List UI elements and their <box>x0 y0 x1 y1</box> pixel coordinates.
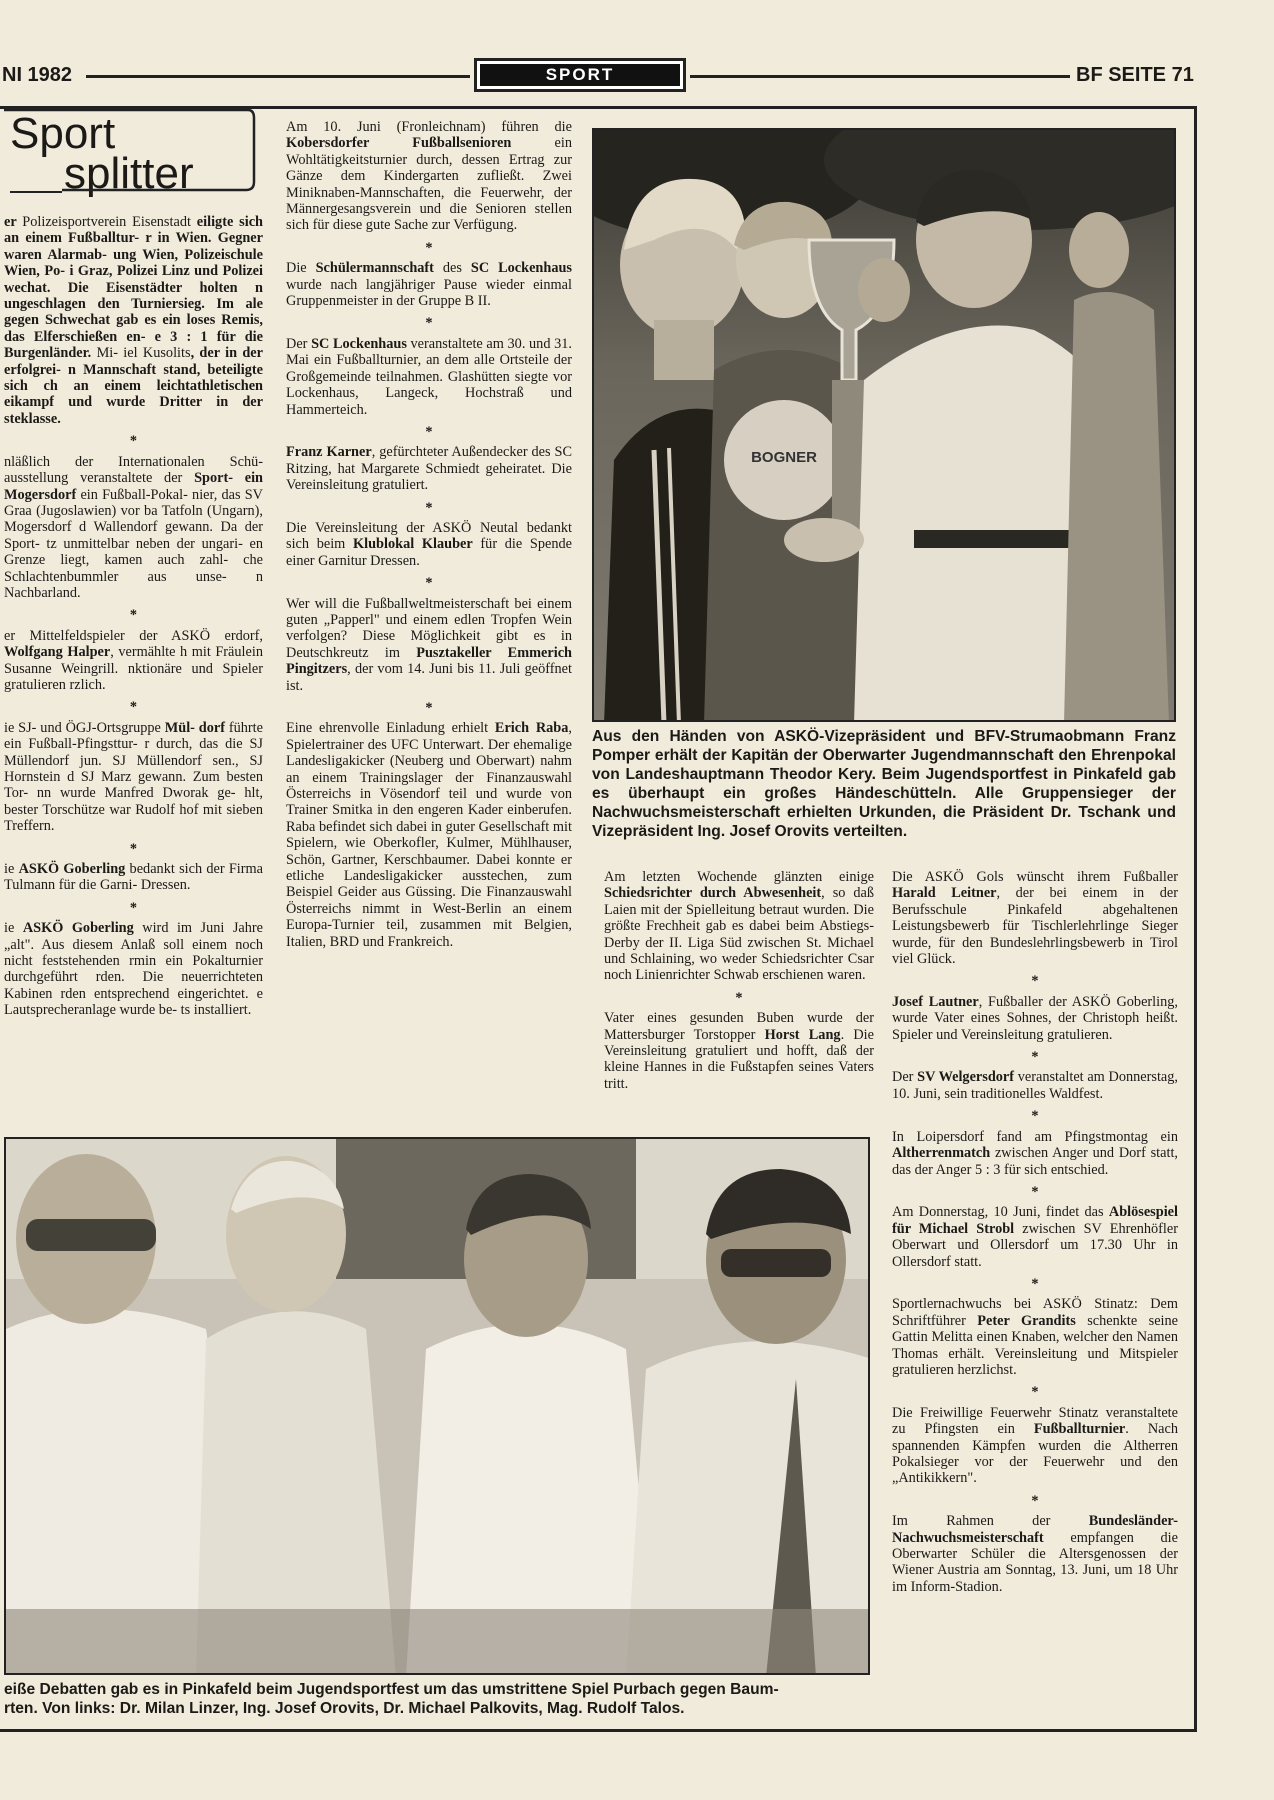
separator-star: * <box>1031 1492 1039 1509</box>
news-item-highlight: Ablösespiel für Michael Strobl <box>892 1204 1178 1237</box>
news-item-text: des <box>433 260 471 277</box>
news-item-text: Am letzten Wochende glänzten einige <box>604 869 874 885</box>
photo-caption-bottom-line2: rten. Von links: Dr. Milan Linzer, Ing. Josef Orovits, Dr. Michael Palkovits, Mag. Rudolf Talos. <box>4 1700 685 1717</box>
news-item-highlight: Horst Lang <box>764 1026 841 1043</box>
separator-star: * <box>129 840 138 857</box>
news-item <box>892 994 1178 1043</box>
news-item <box>286 720 572 950</box>
news-item <box>604 1010 874 1092</box>
news-item-text: zwischen SV Ehrenhöfler Oberwart und Ollersdorf um 17.30 Uhr in Ollersdorf statt. <box>892 1220 1178 1270</box>
photo-caption-bottom <box>4 1680 904 1718</box>
news-item <box>286 520 572 569</box>
news-item <box>4 861 263 894</box>
news-item <box>4 628 263 694</box>
news-item-text: Wer will die Fußballweltmeisterschaft bei einem guten „Papperl" und einem edlen Tropfen Wein verfolgen? Diese Möglichkeit gibt es in Deutschkreutz im <box>286 595 572 661</box>
column-left <box>4 214 263 1025</box>
news-item <box>892 1129 1178 1178</box>
news-item-highlight: ASKÖ Goberling <box>18 861 126 878</box>
news-item-text: Der <box>892 1069 918 1086</box>
news-item-highlight: Josef Lautner <box>892 993 979 1010</box>
news-item-text: , Fußballer der ASKÖ Goberling, wurde Vater eines Sohnes, der Christoph heißt. Spieler und Vereinsleitung gratulieren. <box>892 993 1178 1043</box>
news-item-highlight: Fußballturnier <box>1033 1421 1126 1438</box>
separator-star: * <box>1031 1275 1039 1292</box>
news-item-text: In Loipersdorf fand am Pfingstmontag ein <box>892 1128 1178 1145</box>
news-item-highlight: er <box>4 214 23 230</box>
news-item <box>604 869 874 984</box>
separator-star: * <box>425 239 433 256</box>
section-label-box <box>474 58 686 92</box>
news-item-text: veranstaltet am Donnerstag, 10. Juni, sein traditionelles Waldfest. <box>892 1069 1178 1102</box>
news-item-text: empfangen die Oberwarter Schüler die Altersgenossen der Wiener Austria am Sonntag, 13. Juni, um 18 Uhr im Inform-Stadion. <box>892 1529 1178 1595</box>
news-item-highlight: Franz Karner <box>286 444 372 461</box>
news-item-text: Eine ehrenvolle Einladung erhielt <box>286 720 495 737</box>
news-item-text: Die Freiwillige Feuerwehr Stinatz veranstaltete zu Pfingsten ein <box>892 1404 1178 1438</box>
column-title-frame <box>4 108 256 198</box>
news-item-highlight: Schiedsrichter durch Abwesenheit <box>604 885 822 902</box>
photo-officials-image <box>6 1139 870 1675</box>
news-item-highlight: Altherrenmatch <box>892 1145 991 1162</box>
news-item-text: , Spielertrainer des UFC Unterwart. Der ehemalige Landesligakicker (Neuberg und Oberwart) nahm an einem Trainingslager der Finanzauswahl Österreichs in Vösendorf teil und wurde von Trainer Smitka in den engeren Kader einberufen. Raba befindet sich dabei in guter Gesellschaft mit Spielern, wie Oberkofler, Kulmer, Mühlhauser, Schön, Gartner, Kerschbaumer. Dabei konnte er etliche Landesligakicker ausstechen, zum Beispiel Geider aus Güssing. Die Finanzauswahl Österreichs nimmt in West-Berlin an einem Europa-Turnier teil, zusammen mit Belgien, Italien, BRD und Frankreich. <box>286 720 572 950</box>
news-item-text: Der <box>286 335 312 352</box>
header-rule-right <box>690 75 1070 78</box>
news-item-highlight: Schülermannschaft <box>315 260 434 277</box>
news-item-highlight: SV Welgersdorf <box>917 1069 1015 1086</box>
column-title-line1: Sport <box>10 109 116 158</box>
news-item <box>4 454 263 602</box>
news-item-text: Im Rahmen der <box>892 1513 1089 1530</box>
news-item <box>4 720 263 835</box>
separator-star: * <box>129 607 138 624</box>
news-item-text: veranstaltete am 30. und 31. Mai ein Fußballturnier, an dem alle Ortsteile der Großgemeinde teilnahmen. Glashütten siegte vor Lockenhaus, Langeck, Hochstraß und Hammerteich. <box>286 335 572 418</box>
news-item-highlight: Mül- dorf <box>164 719 225 736</box>
news-item-text: , der vom 14. Juni bis 11. Juli geöffnet ist. <box>286 661 572 694</box>
column-center-lower <box>604 869 874 1098</box>
news-item-text: er Mittelfeldspieler der ASKÖ erdorf, <box>4 627 263 644</box>
column-title-line2: splitter <box>64 149 194 198</box>
separator-star: * <box>1031 1183 1039 1200</box>
news-item-text: ie SJ- und ÖGJ-Ortsgruppe <box>4 719 165 736</box>
news-item-text: Am Donnerstag, 10 Juni, findet das <box>892 1204 1109 1221</box>
news-item <box>892 1204 1178 1270</box>
separator-star: * <box>425 575 433 592</box>
news-item-highlight: ASKÖ Goberling <box>22 920 134 937</box>
news-item-text: ie <box>4 920 23 937</box>
news-item-text: , so daß Laien mit der Spielleitung betraut wurden. Die größte Frechheit gab es dabei beim Abstiegs-Derby der II. Liga Süd zwischen St. Michael und Schlaining, wo weder Schiedsrichter Csar noch Linienrichter Schwab erschienen waren. <box>604 885 875 984</box>
separator-star: * <box>425 700 433 716</box>
news-item <box>892 1296 1178 1378</box>
news-item <box>4 920 263 1018</box>
separator-star: * <box>735 989 743 1006</box>
column-title-block <box>4 108 254 198</box>
news-item-highlight: eiligte sich an einem Fußballtur- r in Wien. Gegner waren Alarmab- ung Wien, Polizeischule Wien, Po- i Graz, Polizei Linz und Polizei wechat. Die Eisenstädter holten n ungeschlagen den Turniersieg. Im ale gegen Schwechat gab es ein loses Remis, das Elferschießen en- e 3 : 1 für die Burgenländer. <box>4 214 263 362</box>
separator-star: * <box>129 899 138 916</box>
news-item-text: ein Fußball-Pokal- nier, das SV Graa (Jugoslawien) vor ba Tatfoln (Ungarn), Mogersdorf d Wallendorf gewann. Da der Sport- tz unmittelbar neben der ungari- en Grenze liegt, kamen auch zahl- che Schlachtenbummler aus unse- n Nachbarland. <box>4 486 263 601</box>
news-item-text: Die <box>286 260 316 277</box>
separator-star: * <box>425 315 433 332</box>
news-item-text: . Nach spannenden Kämpfen wurden die Altherren Pokalsieger vor der Feuerwehr und den „Antikikkern". <box>892 1421 1178 1487</box>
news-item-highlight: Bundesländer-Nachwuchsmeisterschaft <box>892 1513 1178 1546</box>
news-item <box>4 214 263 427</box>
news-item <box>286 444 572 493</box>
news-item <box>286 336 572 418</box>
section-label: SPORT <box>480 64 680 86</box>
news-item-highlight: Klublokal Klauber <box>353 536 473 553</box>
news-item-text: , vermählte h mit Fräulein Susanne Weingrill. nktionäre und Spieler gratulieren rzlich. <box>4 644 263 693</box>
news-item-highlight: Erich Raba <box>494 720 569 737</box>
news-item-text: wurde nach langjähriger Pause wieder einmal Gruppenmeister in der Gruppe B II. <box>286 276 572 310</box>
news-item-highlight: SC Lockenhaus <box>311 335 407 352</box>
news-item-text: Mi- iel Kusolits <box>96 345 191 362</box>
news-item-text: Polizeisportverein Eisenstadt <box>22 214 191 230</box>
news-item <box>892 1513 1178 1595</box>
photo-officials-debate <box>4 1137 870 1675</box>
news-item-text: Am 10. Juni (Fronleichnam) führen die <box>286 119 572 135</box>
separator-star: * <box>1031 1049 1039 1066</box>
separator-star: * <box>1031 1108 1039 1125</box>
news-item-text: schenkte seine Gattin Melitta einen Knaben, welcher den Namen Thomas erhält. Vereinsleitung und Mitspieler gratulieren herzlichst. <box>892 1312 1179 1378</box>
separator-star: * <box>425 499 433 516</box>
news-item-text: für die Spende einer Garnitur Dressen. <box>286 536 573 569</box>
separator-star: * <box>1031 973 1039 990</box>
news-item-highlight: Sport- ein Mogersdorf <box>4 470 263 503</box>
news-item-text: , der bei einem in der Berufsschule Pinkafeld abgehaltenen Leistungsbewerb für Tischlerlehrlinge Sieger wurde, für den Bundeslehrlingsbewerb in Tirol viel Glück. <box>892 885 1178 968</box>
news-item-text: zwischen Anger und Dorf statt, das der Anger 5 : 3 für sich entschied. <box>892 1145 1178 1178</box>
column-middle <box>286 119 572 956</box>
news-item-highlight: Pusztakeller Emmerich Pingitzers <box>286 644 572 678</box>
news-item-highlight: SC Lockenhaus <box>470 260 572 277</box>
photo-caption-bottom-line1: eiße Debatten gab es in Pinkafeld beim Jugendsportfest um das umstrittene Spiel Purbach gegen Baum- <box>4 1681 779 1698</box>
news-item-text: Die ASKÖ Gols wünscht ihrem Fußballer <box>892 869 1178 885</box>
issue-date: NI 1982 <box>2 64 73 86</box>
news-item <box>286 260 572 309</box>
news-item-highlight: Wolfgang Halper <box>4 644 111 661</box>
separator-star: * <box>425 423 433 440</box>
photo-caption-top: Aus den Händen von ASKÖ-Vizepräsident und BFV-Strumaobmann Franz Pomper erhält der Kapitän der Oberwarter Jugendmannschaft den Ehrenpokal von Landeshauptmann Theodor Kery. Beim Jugendsportfest in Pinkafeld gab es überhaupt ein großes Händeschütteln. Alle Gruppensieger der Nachwuchsmeisterschaft erhielten Urkunden, die Präsident Dr. Tschank und Vizepräsident Ing. Josef Orovits verteilten. <box>592 728 1176 840</box>
news-item <box>286 596 572 694</box>
news-item-text: führte ein Fußball-Pfingsttur- r durch, das die SJ Müllendorf jun. SJ Müllendorf sen., SJ Hornstein d SJ Marz gewann. Zum besten Tor- nn wurde Manfred Dworak ge- hlt, bester Torschütze war Rudolf hof mit sieben Treffern. <box>4 719 263 835</box>
news-item-text: , gefürchteter Außendecker des SC Ritzing, hat Margarete Schmiedt geheiratet. Die Vereinsleitung gratuliert. <box>286 444 572 494</box>
news-item-text: Sportlernachwuchs bei ASKÖ Stinatz: Dem Schriftführer <box>892 1296 1178 1329</box>
separator-star: * <box>129 699 138 716</box>
news-item <box>892 869 1178 967</box>
news-item-text: wird im Juni Jahre „alt". Aus diesem Anlaß soll einem noch nicht feststehenden rmin ein Pokalturnier durchgeführt rden. Die neuerrichteten Kabinen rden entsprechend eingerichtet. e Lautsprecheranlage wurde be- ts installiert. <box>4 920 264 1019</box>
news-item-text: bedankt sich der Firma Tulmann für die Garni- Dressen. <box>4 861 264 894</box>
photo-trophy-handover <box>592 128 1176 722</box>
news-item-highlight: Peter Grandits <box>977 1312 1076 1329</box>
news-item-text: Vater eines gesunden Buben wurde der Mattersburger Torstopper <box>604 1010 874 1043</box>
news-item-text: ie <box>4 861 19 878</box>
news-item-highlight: Kobersdorfer Fußballsenioren <box>286 135 512 152</box>
news-item <box>892 1069 1178 1102</box>
separator-star: * <box>1031 1384 1039 1401</box>
page-number: BF SEITE 71 <box>1076 64 1194 86</box>
header-rule-left <box>86 75 470 78</box>
separator-star: * <box>129 433 138 450</box>
news-item-text: ein Wohltätigkeitsturnier durch, dessen Ertrag zur Gänze dem Kindergarten zufließt. Zwei Miniknaben-Mannschaften, die Feuerwehr, der Männergesangsverein und die Senioren stellen sich für diese gute Sache zur Verfügung. <box>286 135 572 234</box>
news-item-highlight: Harald Leitner <box>892 885 997 902</box>
column-right <box>892 869 1178 1601</box>
news-item-text: nläßlich der Internationalen Schü- ausstellung veranstaltete der <box>4 453 263 487</box>
news-item <box>892 1405 1178 1487</box>
photo-trophy-image <box>594 130 1176 722</box>
news-item-text: Die Vereinsleitung der ASKÖ Neutal bedankt sich beim <box>286 519 572 553</box>
shirt-logo-text: BOGNER <box>751 449 817 466</box>
news-item <box>286 119 572 234</box>
news-item-highlight: , der in der erfolgrei- n Mannschaft stand, beteiligte sich ch an einem leichtathletischen eikampf und wurde Dritter in der steklasse. <box>4 345 263 427</box>
news-item-text: . Die Vereinsleitung gratuliert und hofft, daß der kleine Hannes in die Fußstapfen seines Vaters tritt. <box>604 1026 874 1092</box>
